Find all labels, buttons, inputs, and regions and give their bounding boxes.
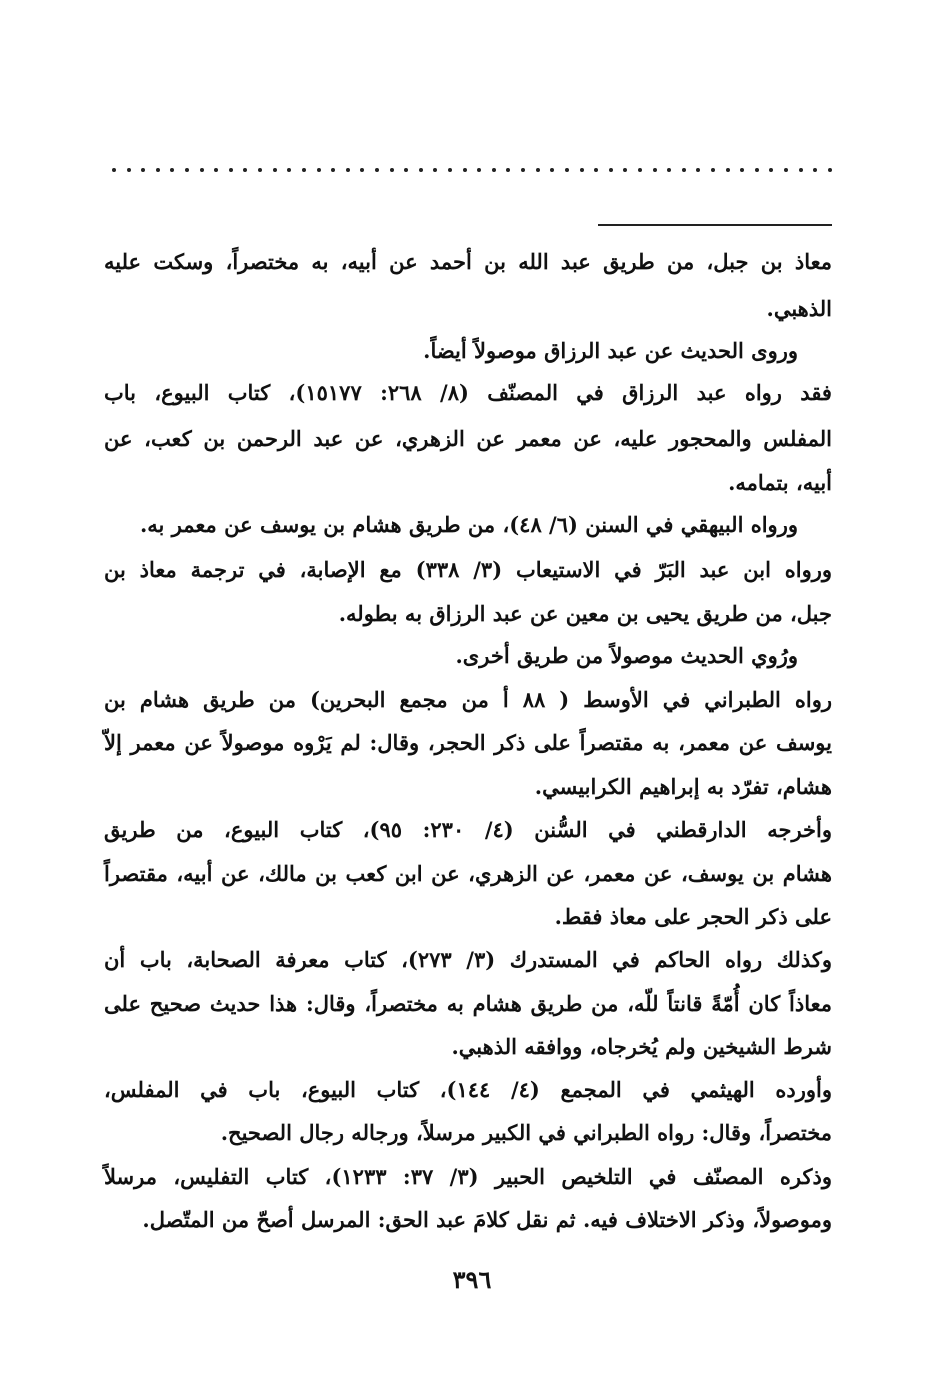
text-line: هشام، تفرّد به إبراهيم الكرابيسي. [534, 774, 832, 799]
text-line: ورواه ابن عبد البَرّ في الاستيعاب (٣/ ٣٣٨) مع الإصابة، في ترجمة معاذ بن [104, 557, 832, 582]
text-line: الذهبي. [766, 296, 832, 321]
text-line: هشام بن يوسف، عن معمر، عن الزهري، عن ابن كعب بن مالك، عن أبيه، مقتصراً [104, 861, 832, 886]
text-line: المفلس والمحجور عليه، عن معمر عن الزهري، عن عبد الرحمن بن كعب، عن [104, 426, 832, 451]
text-line: مختصراً، وقال: رواه الطبراني في الكبير مرسلاً، ورجاله رجال الصحيح. [220, 1120, 832, 1145]
text-line: فقد رواه عبد الرزاق في المصنّف (٨/ ٢٦٨: ١٥١٧٧)، كتاب البيوع، باب [104, 380, 832, 405]
text-line: وأورده الهيثمي في المجمع (٤/ ١٤٤)، كتاب البيوع، باب في المفلس، [104, 1077, 833, 1102]
text-line: يوسف عن معمر، به مقتصراً على ذكر الحجر، وقال: لم يَرْوه موصولاً عن معمر إلاّ [104, 730, 832, 755]
text-line: على ذكر الحجر على معاذ فقط. [554, 904, 832, 929]
text-line: وذكره المصنّف في التلخيص الحبير (٣/ ٣٧: ١٢٣٣)، كتاب التفليس، مرسلاً [104, 1164, 832, 1189]
dotted-separator [112, 160, 832, 180]
text-line: وروى الحديث عن عبد الرزاق موصولاً أيضاً. [423, 338, 798, 363]
text-line: معاذ بن جبل، من طريق عبد الله بن أحمد عن أبيه، به مختصراً، وسكت عليه [104, 249, 832, 274]
text-line: وأخرجه الدارقطني في السُّنن (٤/ ٢٣٠: ٩٥)، كتاب البيوع، من طريق [104, 817, 832, 842]
text-line: معاذاً كان أُمّةً قانتاً للّه، من طريق هشام به مختصراً، وقال: هذا حديث صحيح على [104, 991, 832, 1016]
text-line: أبيه، بتمامه. [728, 470, 832, 495]
text-line: وكذلك رواه الحاكم في المستدرك (٣/ ٢٧٣)، كتاب معرفة الصحابة، باب أن [104, 947, 832, 972]
text-line: شرط الشيخين ولم يُخرجاه، ووافقه الذهبي. [451, 1034, 832, 1059]
footnote-rule [598, 224, 832, 226]
text-line: ورواه البيهقي في السنن (٦/ ٤٨)، من طريق هشام بن يوسف عن معمر به. [139, 512, 798, 537]
text-line: رواه الطبراني في الأوسط ( ٨٨ أ من مجمع البحرين) من طريق هشام بن [104, 687, 832, 712]
text-line: ورُوي الحديث موصولاً من طريق أخرى. [455, 643, 798, 668]
page-number: ٣٩٦ [452, 1265, 492, 1294]
text-line: جبل، من طريق يحيى بن معين عن عبد الرزاق به بطوله. [338, 601, 832, 626]
text-line: وموصولاً، وذكر الاختلاف فيه. ثم نقل كلامَ عبد الحق: المرسل أصحّ من المتّصل. [142, 1207, 832, 1232]
